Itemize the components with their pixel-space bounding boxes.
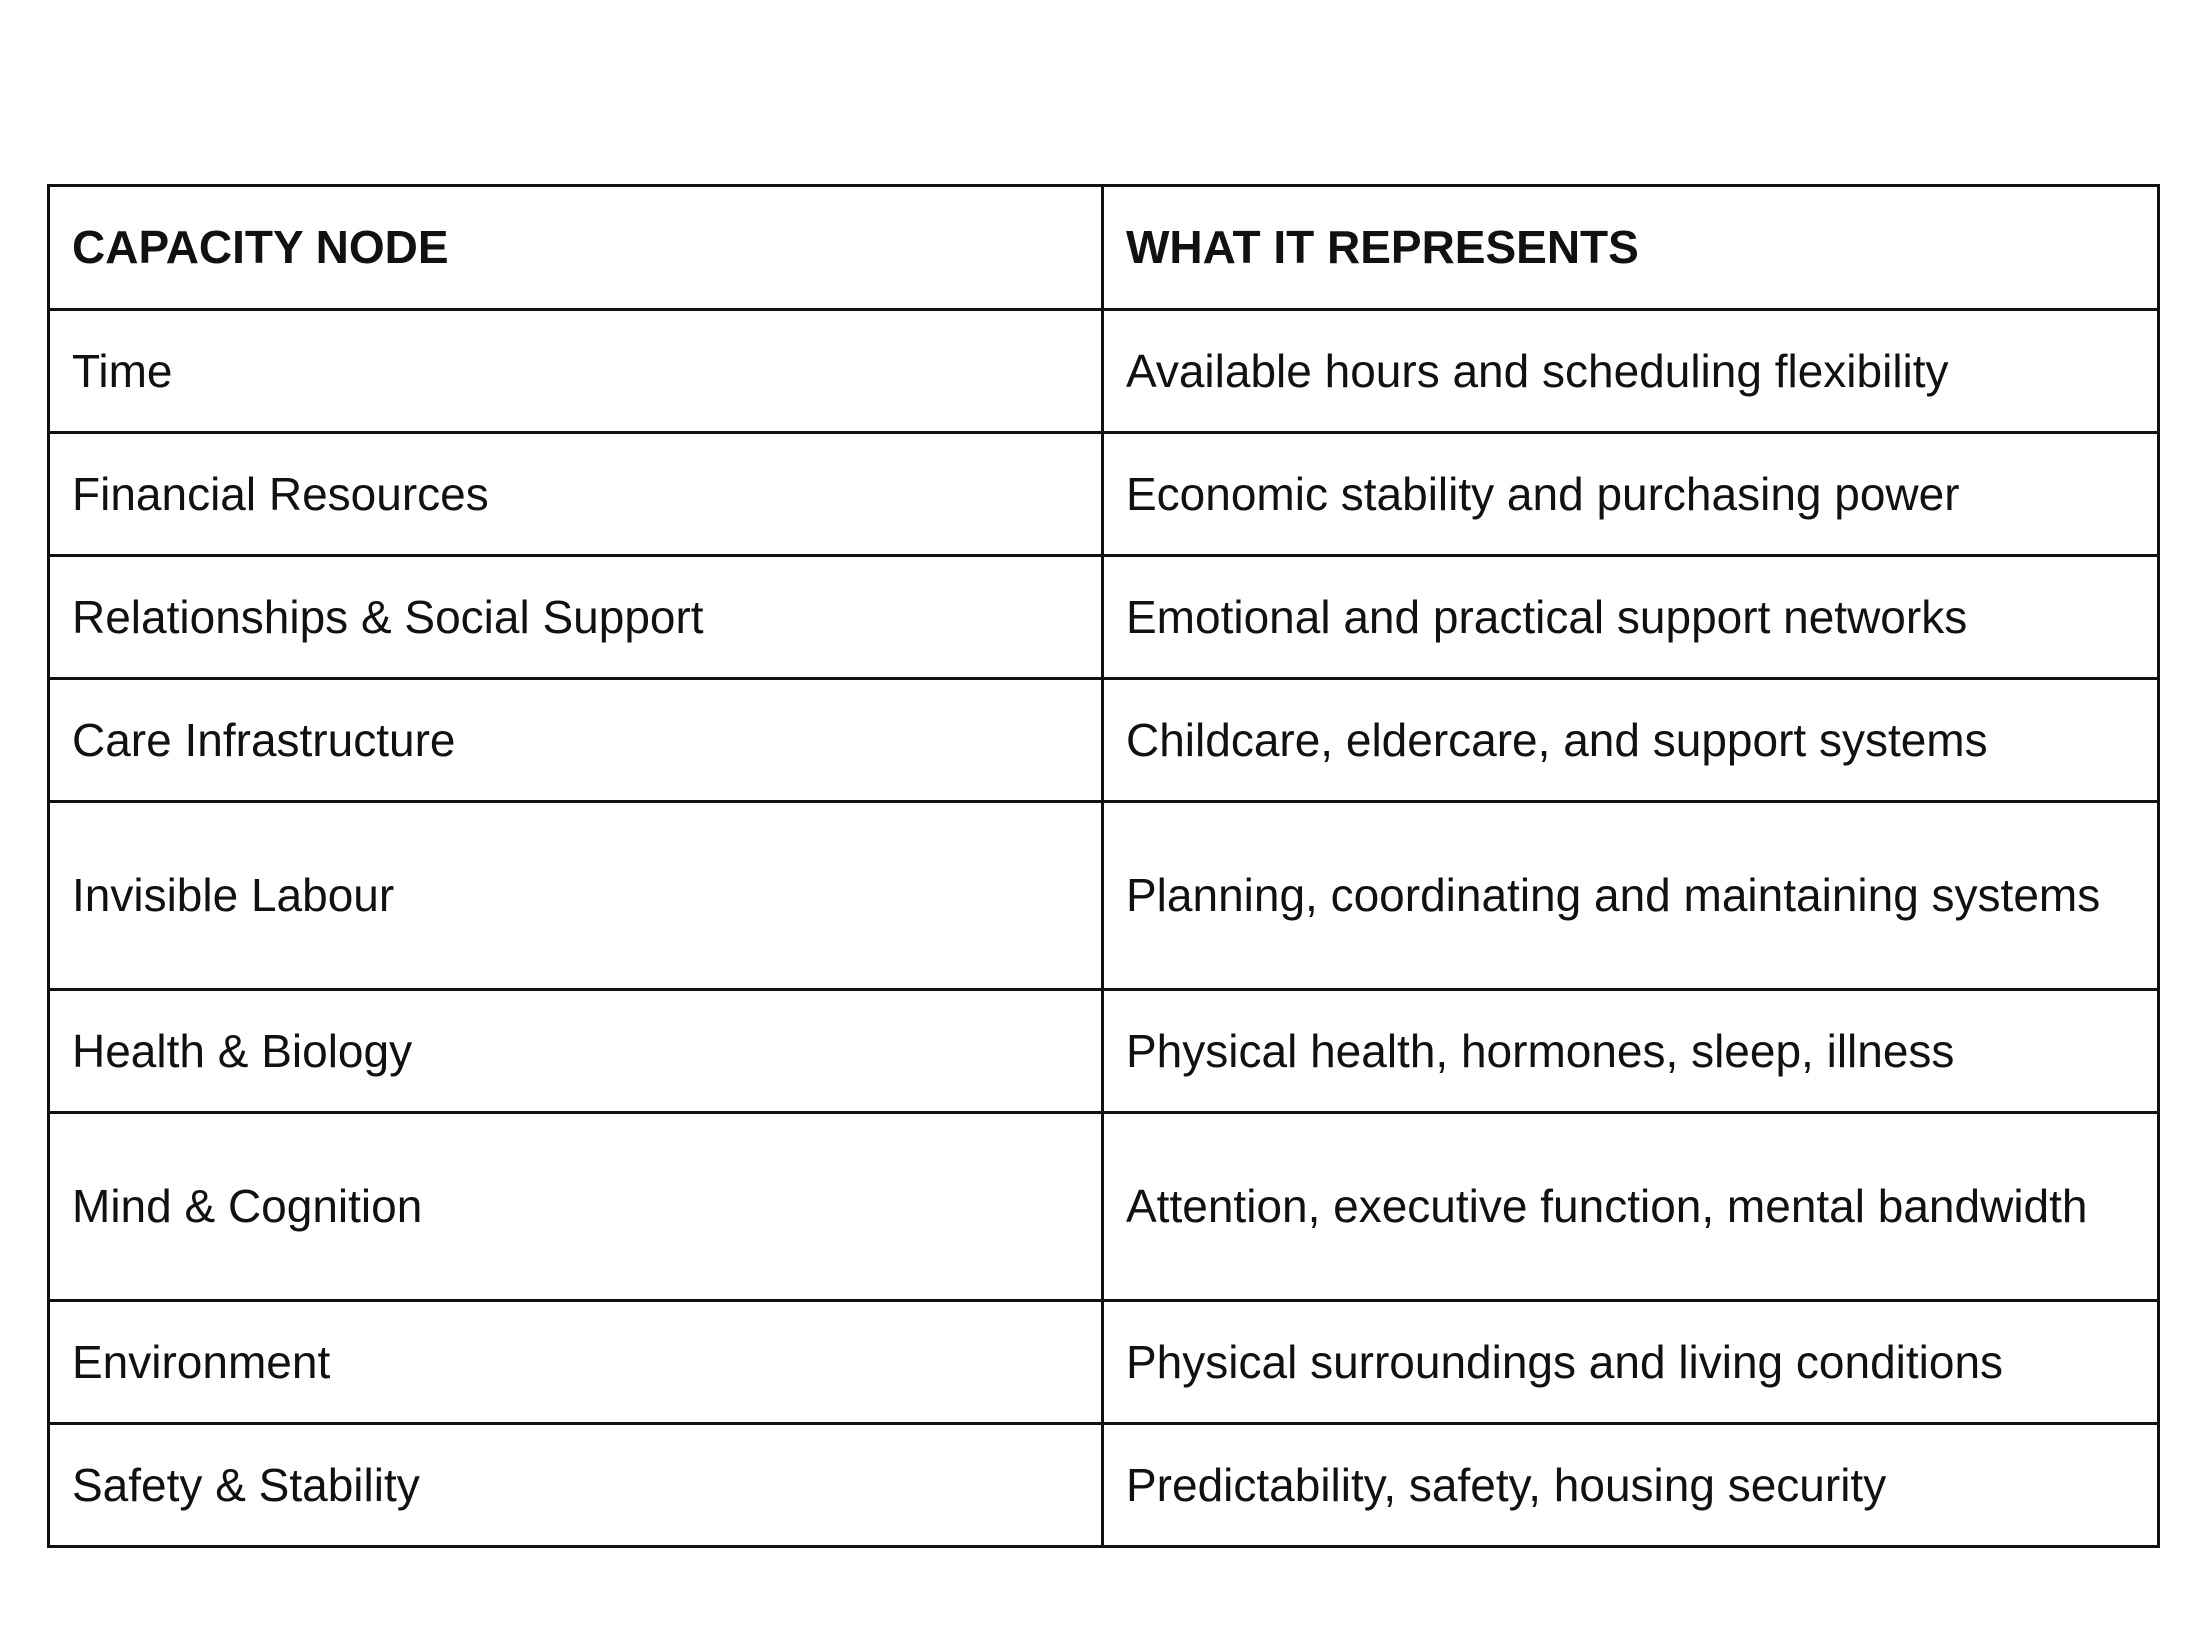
table-row — [49, 1301, 2159, 1424]
represents-cell: Emotional and practical support networks — [1103, 556, 2159, 679]
represents-cell: Physical health, hormones, sleep, illness — [1103, 990, 2159, 1113]
table-row — [49, 679, 2159, 802]
node-cell: Mind & Cognition — [49, 1113, 1103, 1301]
represents-cell: Economic stability and purchasing power — [1103, 433, 2159, 556]
represents-cell: Physical surroundings and living conditions — [1103, 1301, 2159, 1424]
table-row — [49, 1424, 2159, 1547]
node-cell: Invisible Labour — [49, 802, 1103, 990]
table-row — [49, 310, 2159, 433]
represents-cell: Planning, coordinating and maintaining systems — [1103, 802, 2159, 990]
node-cell: Safety & Stability — [49, 1424, 1103, 1547]
node-cell: Time — [49, 310, 1103, 433]
represents-cell: Childcare, eldercare, and support systems — [1103, 679, 2159, 802]
node-cell: Environment — [49, 1301, 1103, 1424]
header-what-it-represents: WHAT IT REPRESENTS — [1103, 186, 2159, 310]
capacity-table-container — [47, 184, 2157, 1548]
table-row — [49, 990, 2159, 1113]
represents-cell: Predictability, safety, housing security — [1103, 1424, 2159, 1547]
represents-cell: Available hours and scheduling flexibility — [1103, 310, 2159, 433]
table-header-row — [49, 186, 2159, 310]
represents-cell: Attention, executive function, mental bandwidth — [1103, 1113, 2159, 1301]
capacity-table — [47, 184, 2160, 1548]
table-row — [49, 556, 2159, 679]
table-row — [49, 802, 2159, 990]
header-capacity-node: CAPACITY NODE — [49, 186, 1103, 310]
table-row — [49, 1113, 2159, 1301]
node-cell: Care Infrastructure — [49, 679, 1103, 802]
table-row — [49, 433, 2159, 556]
node-cell: Health & Biology — [49, 990, 1103, 1113]
node-cell: Financial Resources — [49, 433, 1103, 556]
node-cell: Relationships & Social Support — [49, 556, 1103, 679]
